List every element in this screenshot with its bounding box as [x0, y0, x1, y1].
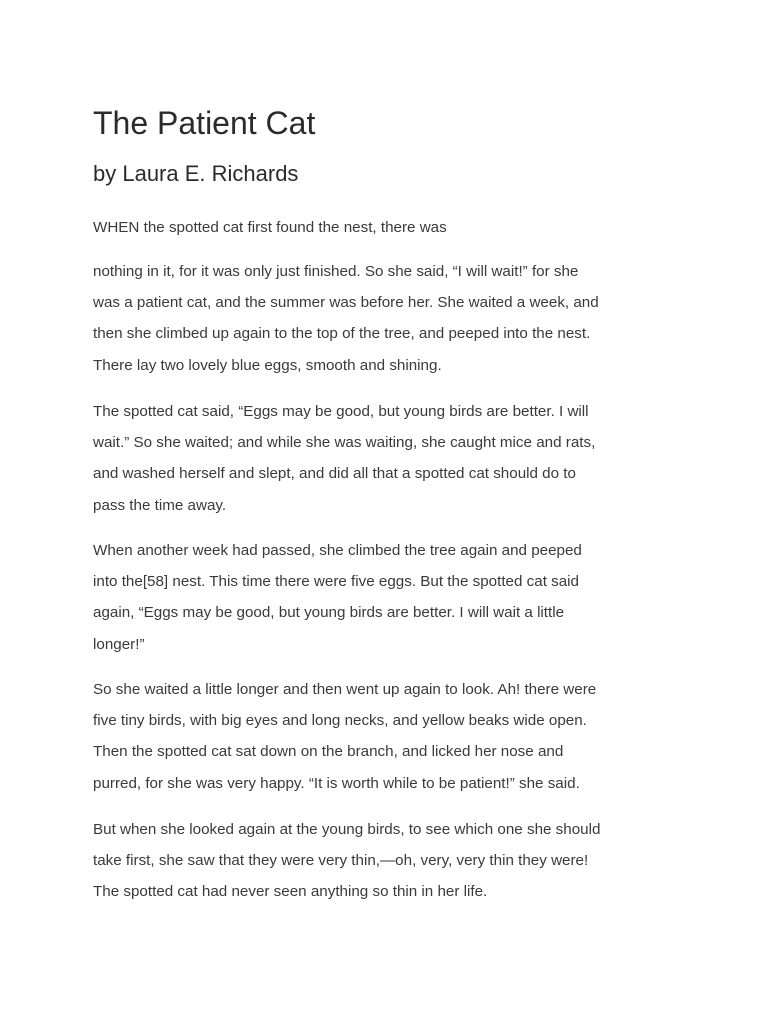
paragraph-line: was a patient cat, and the summer was before her. She waited a week, and [93, 294, 599, 312]
paragraph-line: wait.” So she waited; and while she was waiting, she caught mice and rats, [93, 434, 596, 452]
paragraph-line: But when she looked again at the young birds, to see which one she should [93, 821, 601, 838]
paragraph-line: five tiny birds, with big eyes and long necks, and yellow beaks wide open. [93, 712, 587, 730]
paragraph-6 [93, 814, 693, 908]
paragraph-line: The spotted cat had never seen anything so thin in her life. [93, 883, 488, 901]
paragraph-5 [93, 674, 693, 799]
paragraph-line: nothing in it, for it was only just finished. So she said, “I will wait!” for she [93, 263, 579, 280]
document-title: The Patient Cat [93, 105, 316, 141]
paragraph-line: The spotted cat said, “Eggs may be good, but young birds are better. I will [93, 403, 589, 420]
paragraph-line: take first, she saw that they were very thin,—oh, very, very thin they were! [93, 852, 589, 870]
paragraph-3 [93, 396, 693, 521]
paragraph-line: When another week had passed, she climbed the tree again and peeped [93, 542, 582, 559]
paragraph-2 [93, 256, 693, 381]
paragraph-line: into the[58] nest. This time there were five eggs. But the spotted cat said [93, 573, 579, 591]
paragraph-line: pass the time away. [93, 496, 227, 514]
paragraph-line: So she waited a little longer and then went up again to look. Ah! there were [93, 681, 597, 698]
paragraph-line: again, “Eggs may be good, but young birds are better. I will wait a little [93, 604, 565, 622]
paragraph-line: then she climbed up again to the top of the tree, and peeped into the nest. [93, 325, 591, 343]
paragraph-line: longer!” [93, 635, 145, 653]
document-author: by Laura E. Richards [93, 161, 299, 186]
paragraph-line: and washed herself and slept, and did all that a spotted cat should do to [93, 465, 576, 483]
paragraph-line: Then the spotted cat sat down on the branch, and licked her nose and [93, 743, 564, 761]
paragraph-1 [93, 212, 693, 243]
paragraph-line: There lay two lovely blue eggs, smooth and shining. [93, 356, 442, 374]
paragraph-4 [93, 535, 693, 660]
paragraph-line: WHEN the spotted cat first found the nest, there was [93, 219, 447, 236]
paragraph-line: purred, for she was very happy. “It is worth while to be patient!” she said. [93, 774, 580, 792]
